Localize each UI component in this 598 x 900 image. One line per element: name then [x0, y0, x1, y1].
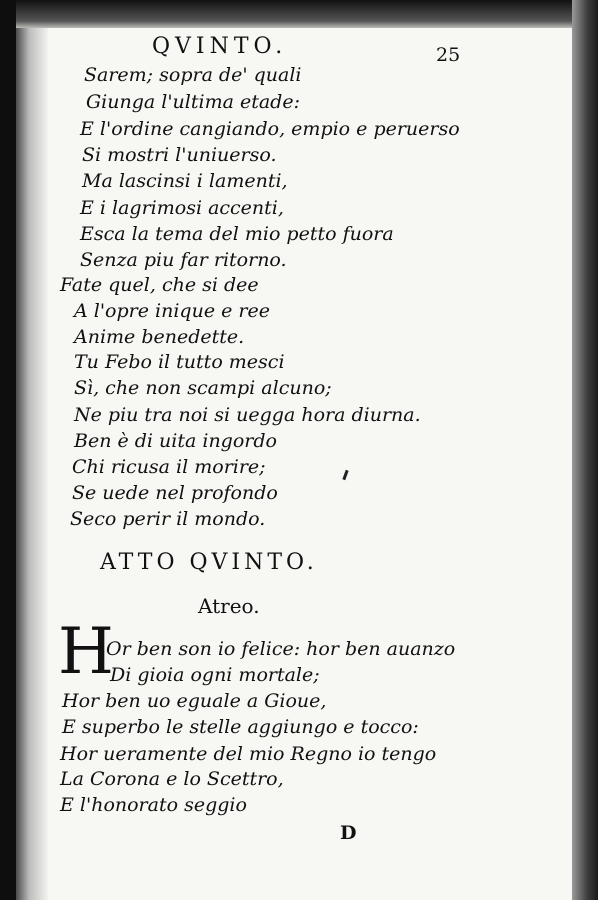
verse-line: Ma lascinsi i lamenti,: [82, 170, 288, 192]
verse-line: E i lagrimosi accenti,: [80, 197, 284, 219]
verse-line: A l'opre inique e ree: [74, 300, 270, 322]
verse-line: Senza piu far ritorno.: [80, 249, 287, 271]
verse-line: Giunga l'ultima etade:: [86, 91, 300, 113]
verse-line: Seco perir il mondo.: [70, 508, 266, 530]
speech-line: Hor ueramente del mio Regno io tengo: [60, 743, 437, 765]
verse-line: Sì, che non scampi alcuno;: [74, 377, 332, 399]
top-edge-shadow: [0, 0, 598, 30]
verse-line: Ne piu tra noi si uegga hora diurna.: [74, 404, 421, 426]
verse-line: Esca la tema del mio petto fuora: [80, 223, 394, 245]
verse-line: Se uede nel profondo: [72, 482, 278, 504]
signature-mark: D: [340, 822, 357, 844]
speech-line: E superbo le stelle aggiungo e tocco:: [62, 716, 419, 738]
drop-cap: H: [58, 615, 114, 689]
speech-line: E l'honorato seggio: [60, 794, 247, 816]
page-right-edge: [572, 0, 598, 900]
verse-line: Fate quel, che si dee: [60, 274, 259, 296]
act-heading: ATTO QVINTO.: [100, 550, 318, 575]
binding-fold: [0, 0, 16, 900]
verse-line: Tu Febo il tutto mesci: [74, 351, 285, 373]
verse-line: E l'ordine cangiando, empio e peruerso: [80, 118, 460, 140]
verse-line: Chi ricusa il morire;: [72, 456, 266, 478]
page-number: 25: [436, 44, 461, 66]
verse-line: Anime benedette.: [74, 326, 245, 348]
speech-line: La Corona e lo Scettro,: [60, 768, 284, 790]
running-head: QVINTO.: [152, 34, 288, 59]
verse-line: Ben è di uita ingordo: [74, 430, 277, 452]
speaker-name: Atreo.: [198, 594, 260, 618]
verse-line: Sarem; sopra de' quali: [84, 64, 302, 86]
page-gutter: [14, 28, 48, 900]
speech-line: Hor ben uo eguale a Gioue,: [62, 690, 327, 712]
verse-line: Si mostri l'uniuerso.: [82, 144, 277, 166]
speech-line: Di gioia ogni mortale;: [110, 664, 320, 686]
speech-line: Or ben son io felice: hor ben auanzo: [106, 638, 456, 660]
